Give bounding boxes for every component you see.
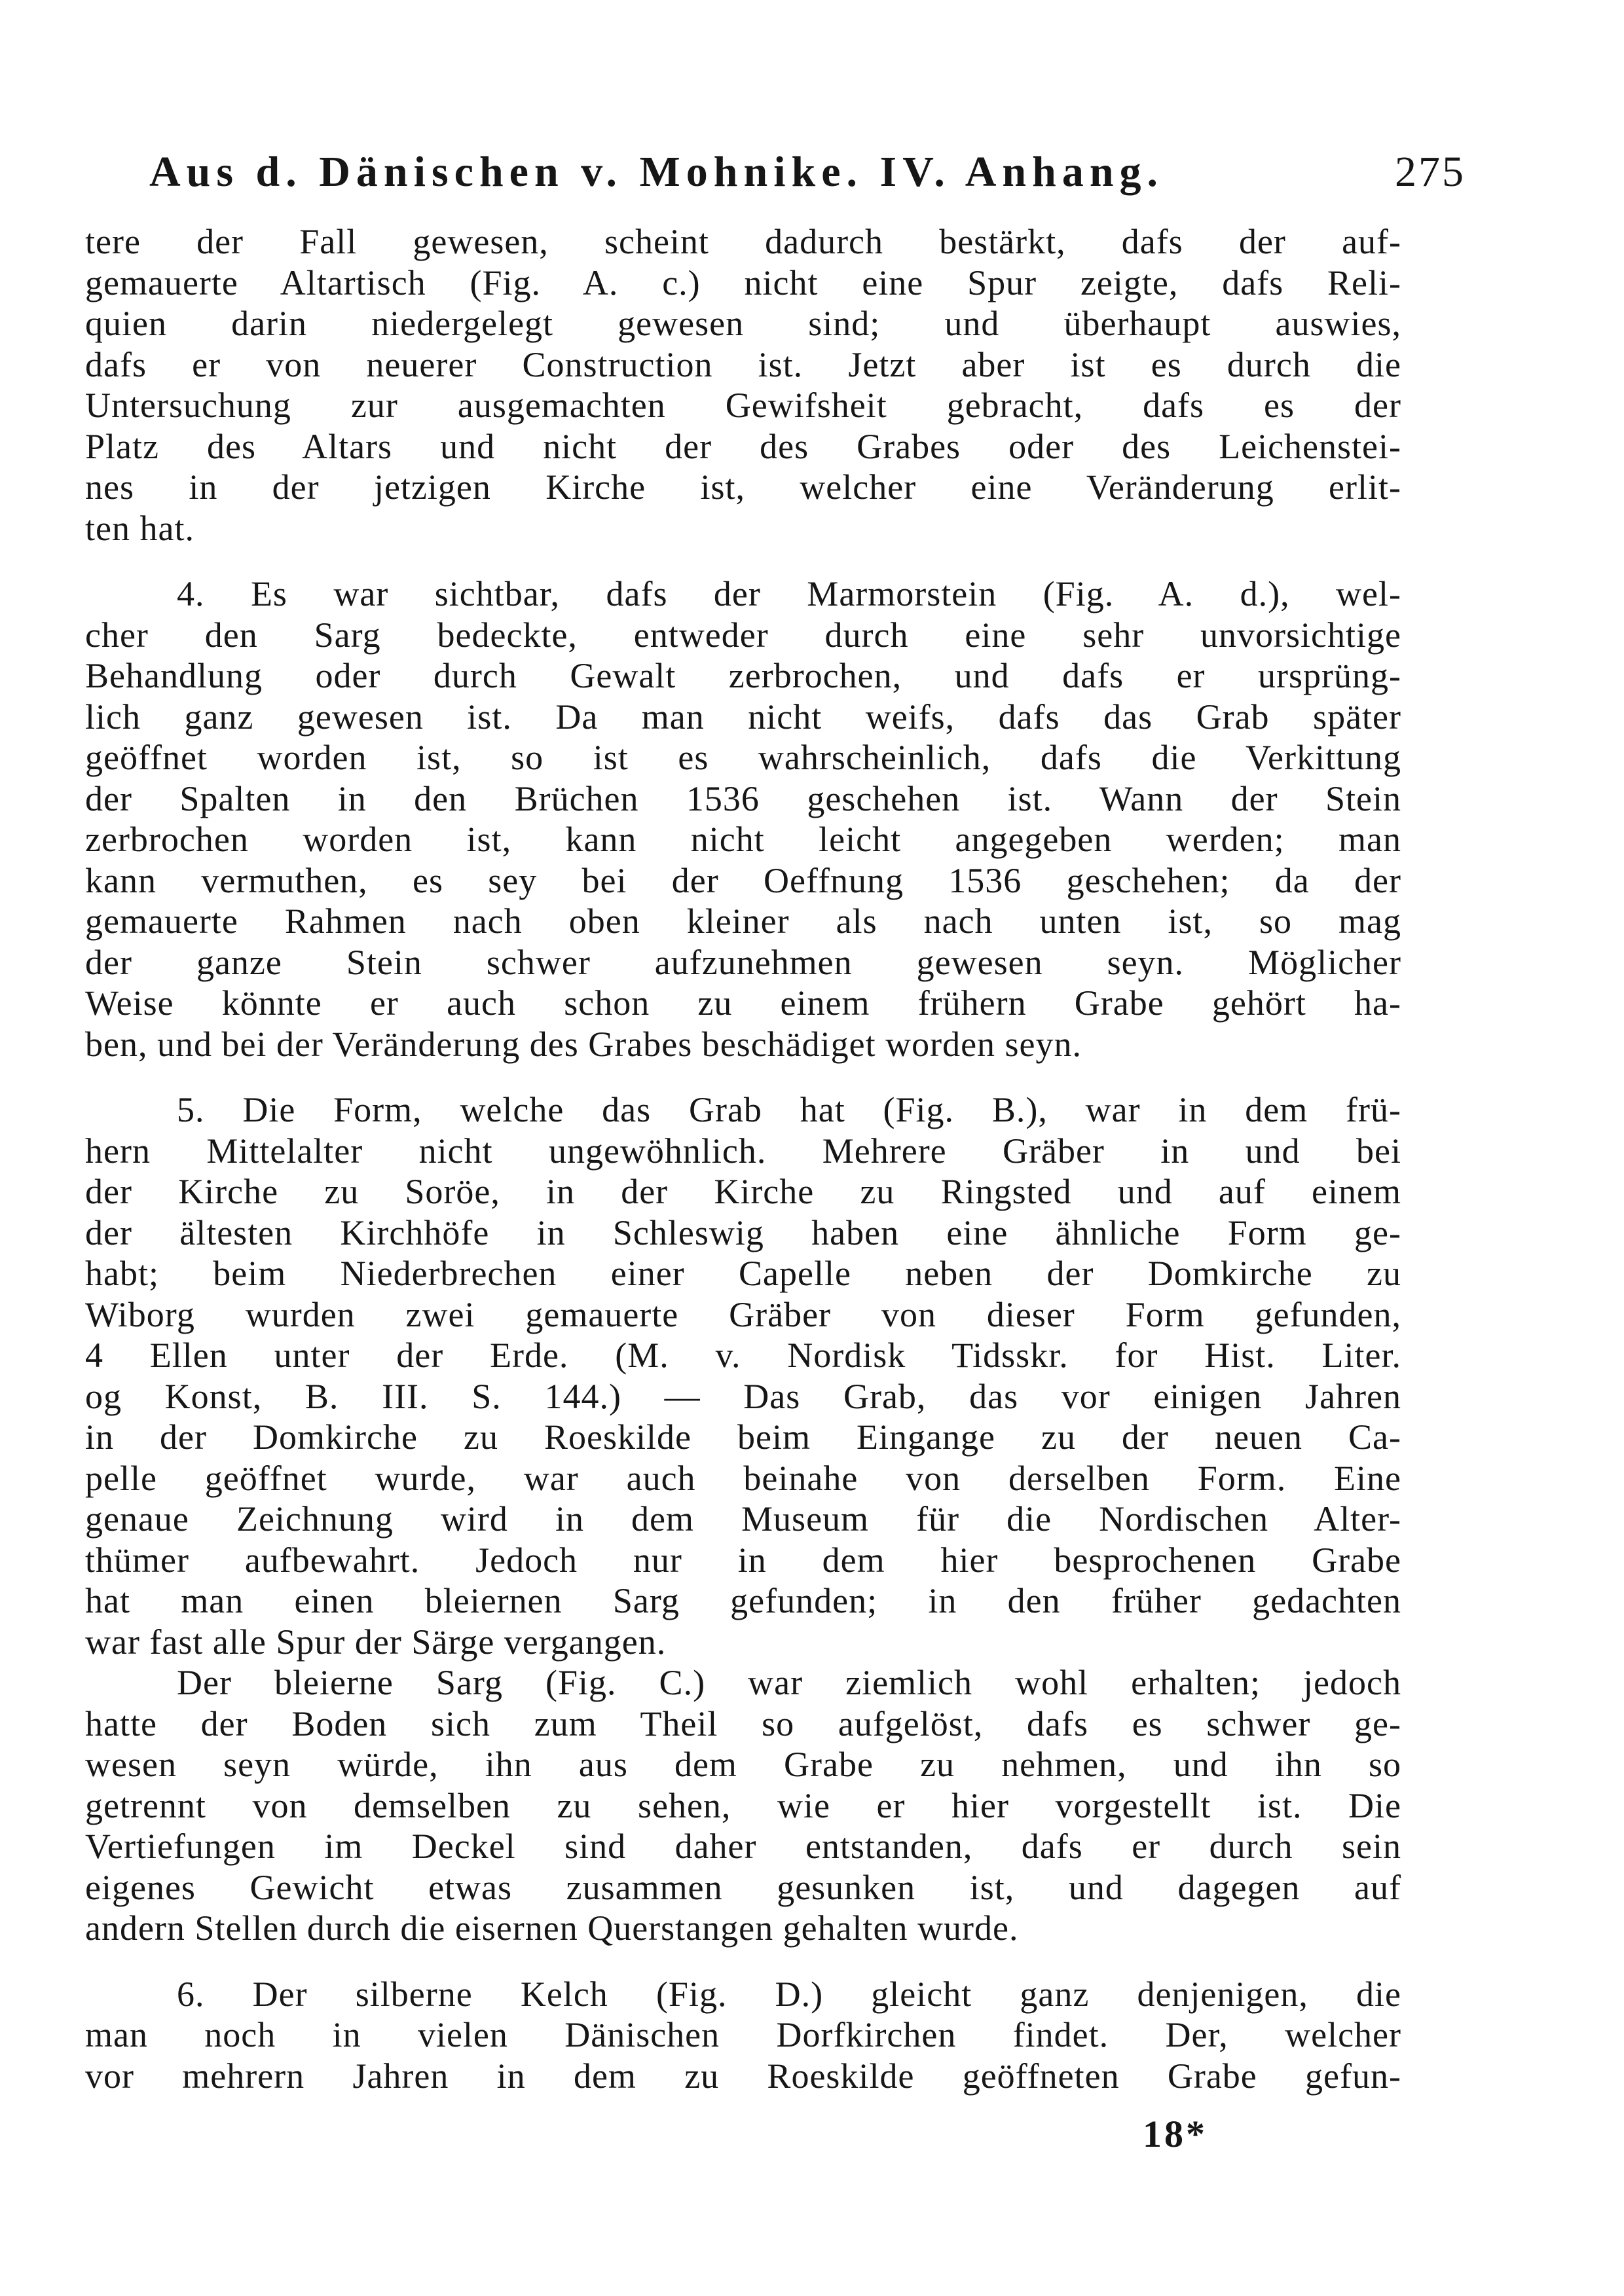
text-line: 5. Die Form, welche das Grab hat (Fig. B.), war in dem frü-	[177, 1090, 1401, 1129]
text-line: der Kirche zu Soröe, in der Kirche zu Ringsted und auf einem	[85, 1172, 1401, 1211]
text-line: der ältesten Kirchhöfe in Schleswig haben eine ähnliche Form ge-	[85, 1212, 1401, 1252]
text-line: gemauerte Rahmen nach oben kleiner als nach unten ist, so mag	[85, 902, 1401, 941]
text-line: ten hat.	[85, 508, 194, 548]
text-line: Behandlung oder durch Gewalt zerbrochen, und dafs er ursprüng-	[85, 656, 1401, 695]
page-header	[149, 136, 1466, 208]
text-line: genaue Zeichnung wird in dem Museum für die Nordischen Alter-	[85, 1499, 1401, 1539]
text-line: cher den Sarg bedeckte, entweder durch eine sehr unvorsichtige	[85, 615, 1401, 655]
text-line: kann vermuthen, es sey bei der Oeffnung 1536 geschehen; da der	[85, 860, 1401, 900]
body-text	[85, 221, 1486, 2096]
text-line: Untersuchung zur ausgemachten Gewifsheit gebracht, dafs es der	[85, 386, 1401, 425]
paragraph-gap	[85, 1065, 1486, 1089]
text-line: thümer aufbewahrt. Jedoch nur in dem hier besprochenen Grabe	[85, 1540, 1401, 1580]
text-line: gemauerte Altartisch (Fig. A. c.) nicht eine Spur zeigte, dafs Reli-	[85, 263, 1401, 302]
text-line: wesen seyn würde, ihn aus dem Grabe zu nehmen, und ihn so	[85, 1745, 1401, 1784]
text-line: der Spalten in den Brüchen 1536 geschehen ist. Wann der Stein	[85, 778, 1401, 818]
text-line: zerbrochen worden ist, kann nicht leicht angegeben werden; man	[85, 820, 1401, 859]
text-line: habt; beim Niederbrechen einer Capelle neben der Domkirche zu	[85, 1254, 1401, 1293]
text-line: 4. Es war sichtbar, dafs der Marmorstein (Fig. A. d.), wel-	[177, 574, 1401, 613]
text-line: tere der Fall gewesen, scheint dadurch bestärkt, dafs der auf-	[85, 222, 1401, 261]
page-number: 275	[1395, 148, 1466, 196]
text-line: Wiborg wurden zwei gemauerte Gräber von dieser Form gefunden,	[85, 1294, 1401, 1334]
text-line: der ganze Stein schwer aufzunehmen gewesen seyn. Möglicher	[85, 942, 1401, 982]
text-line: in der Domkirche zu Roeskilde beim Eingange zu der neuen Ca-	[85, 1417, 1401, 1457]
text-line: eigenes Gewicht etwas zusammen gesunken ist, und dagegen auf	[85, 1867, 1401, 1907]
signature-mark: 18*	[1143, 2113, 1208, 2155]
running-title: Aus d. Dänischen v. Mohnike. IV. Anhang.	[149, 148, 1164, 196]
text-line: og Konst, B. III. S. 144.) — Das Grab, das vor einigen Jahren	[85, 1376, 1401, 1416]
text-line: nes in der jetzigen Kirche ist, welcher eine Veränderung erlit-	[85, 467, 1401, 507]
text-line: ben, und bei der Veränderung des Grabes beschädiget worden seyn.	[85, 1024, 1082, 1064]
text-line: Der bleierne Sarg (Fig. C.) war ziemlich wohl erhalten; jedoch	[177, 1663, 1401, 1702]
text-line: Platz des Altars und nicht der des Grabes oder des Leichenstei-	[85, 426, 1401, 466]
text-line: lich ganz gewesen ist. Da man nicht weifs, dafs das Grab später	[85, 697, 1401, 737]
text-line: Vertiefungen im Deckel sind daher entstanden, dafs er durch sein	[85, 1827, 1401, 1866]
text-line: dafs er von neuerer Construction ist. Jetzt aber ist es durch die	[85, 344, 1401, 384]
text-line: 6. Der silberne Kelch (Fig. D.) gleicht ganz denjenigen, die	[177, 1974, 1401, 2014]
text-line: quien darin niedergelegt gewesen sind; und überhaupt auswies,	[85, 304, 1401, 343]
text-line: geöffnet worden ist, so ist es wahrscheinlich, dafs die Verkittung	[85, 738, 1401, 777]
paragraph-gap	[85, 549, 1486, 574]
text-line: hern Mittelalter nicht ungewöhnlich. Mehrere Gräber in und bei	[85, 1131, 1401, 1171]
text-line: Weise könnte er auch schon zu einem frühern Grabe gehört ha-	[85, 983, 1401, 1023]
text-line: hatte der Boden sich zum Theil so aufgelöst, dafs es schwer ge-	[85, 1704, 1401, 1743]
paragraph-gap	[85, 1949, 1486, 1974]
text-line: pelle geöffnet wurde, war auch beinahe von derselben Form. Eine	[85, 1458, 1401, 1498]
text-line: hat man einen bleiernen Sarg gefunden; in den früher gedachten	[85, 1581, 1401, 1620]
text-line: war fast alle Spur der Särge vergangen.	[85, 1622, 667, 1662]
text-line: andern Stellen durch die eisernen Querstangen gehalten wurde.	[85, 1908, 1019, 1948]
text-line: man noch in vielen Dänischen Dorfkirchen findet. Der, welcher	[85, 2015, 1401, 2054]
text-line: vor mehrern Jahren in dem zu Roeskilde geöffneten Grabe gefun-	[85, 2056, 1401, 2096]
text-line: getrennt von demselben zu sehen, wie er hier vorgestellt ist. Die	[85, 1785, 1401, 1825]
text-line: 4 Ellen unter der Erde. (M. v. Nordisk Tidsskr. for Hist. Liter.	[85, 1336, 1401, 1375]
